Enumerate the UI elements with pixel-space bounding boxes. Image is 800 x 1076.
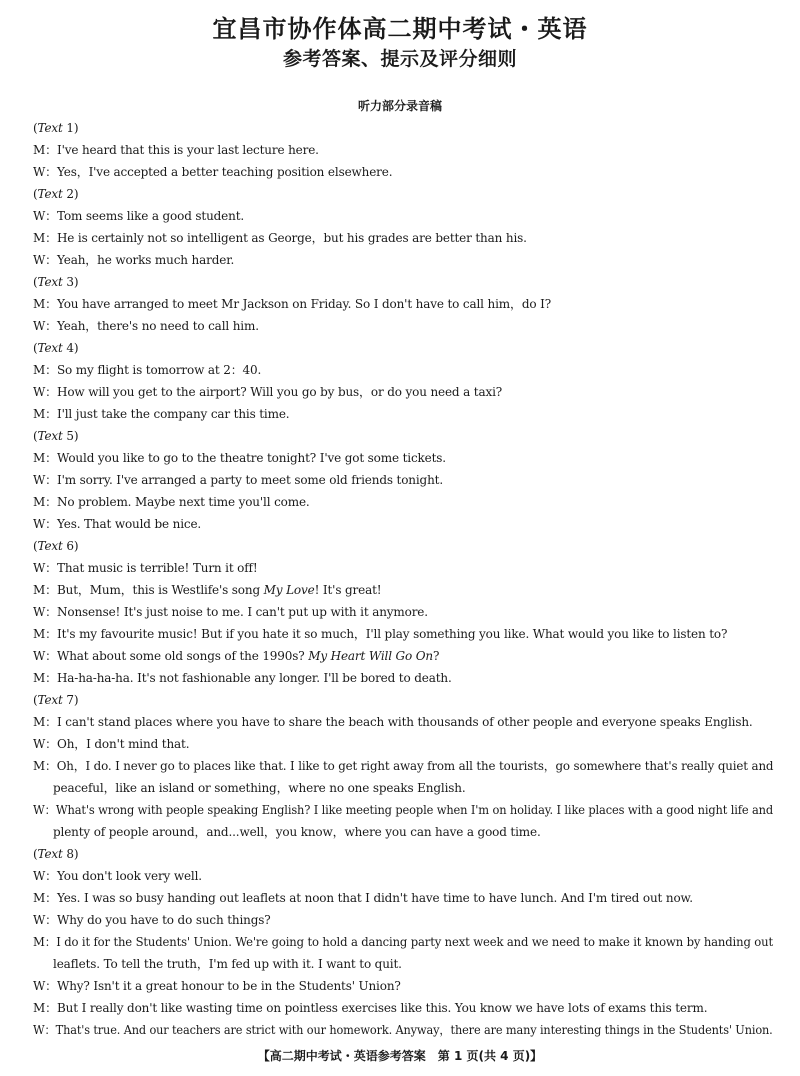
dialogue-line: M：Oh，I do. I never go to places like that. I like to get right away from all the tourists，go somewhere that's really quiet and [33, 759, 774, 773]
dialogue-line: W：That's true. And our teachers are strict with our homework. Anyway，there are many interesting things in the Students' Union. [33, 1023, 773, 1037]
heading-number: 7 [62, 693, 74, 707]
line-text: ? [433, 649, 440, 663]
dialogue-line: M：No problem. Maybe next time you'll come. [33, 495, 310, 509]
heading-number: 5 [62, 429, 74, 443]
heading-number: 6 [62, 539, 74, 553]
dialogue-line: W：Yeah，he works much harder. [33, 253, 235, 267]
heading-label: Text [37, 693, 63, 707]
heading-paren: ) [73, 847, 79, 861]
dialogue-line: M：You have arranged to meet Mr Jackson on Friday. So I don't have to call him，do I? [33, 297, 551, 311]
heading-paren: ( [33, 693, 38, 707]
heading-label: Text [37, 275, 63, 289]
dialogue-line: M：But I really don't like wasting time on pointless exercises like this. You know we have lots of exams this term. [33, 1001, 708, 1015]
text-heading [33, 843, 773, 865]
line-text: ! It's great! [314, 583, 382, 597]
heading-number: 2 [62, 187, 74, 201]
heading-paren: ) [73, 429, 79, 443]
dialogue-line: M：I can't stand places where you have to share the beach with thousands of other people and everyone speaks English. [33, 715, 753, 729]
dialogue-continuation: leaflets. To tell the truth，I'm fed up with it. I want to quit. [53, 957, 402, 971]
heading-paren: ) [73, 693, 79, 707]
text-heading [33, 689, 773, 711]
heading-number: 8 [62, 847, 74, 861]
dialogue-line: M：It's my favourite music! But if you hate it so much，I'll play something you like. What would you like to listen to? [33, 627, 728, 641]
heading-label: Text [37, 341, 63, 355]
text-heading [33, 183, 773, 205]
heading-paren: ( [33, 275, 38, 289]
dialogue-line: W：Why do you have to do such things? [33, 913, 271, 927]
dialogue-line: M：I've heard that this is your last lecture here. [33, 143, 319, 157]
dialogue-line: M：I do it for the Students' Union. We're going to hold a dancing party next week and we need to make it known by handing out [33, 935, 773, 949]
line-text: W：What about some old songs of the 1990s? [33, 649, 309, 663]
heading-paren: ) [73, 341, 79, 355]
text-heading [33, 271, 773, 293]
heading-label: Text [37, 121, 63, 135]
heading-paren: ( [33, 429, 38, 443]
document-title: 宜昌市协作体高二期中考试・英语 [212, 15, 588, 43]
dialogue-continuation: peaceful，like an island or something，where no one speaks English. [53, 781, 466, 795]
heading-paren: ) [73, 275, 79, 289]
heading-label: Text [37, 847, 63, 861]
dialogue-line: W：Yeah，there's no need to call him. [33, 319, 259, 333]
line-text: M：But，Mum，this is Westlife's song [33, 583, 264, 597]
dialogue-line: W：Why? Isn't it a great honour to be in the Students' Union? [33, 979, 401, 993]
dialogue-line: M：So my flight is tomorrow at 2：40. [33, 363, 262, 377]
dialogue-line: M：Ha-ha-ha-ha. It's not fashionable any longer. I'll be bored to death. [33, 671, 452, 685]
dialogue-line: W：Oh，I don't mind that. [33, 737, 190, 751]
heading-paren: ) [73, 187, 79, 201]
heading-paren: ( [33, 539, 38, 553]
dialogue-line: W：Yes，I've accepted a better teaching position elsewhere. [33, 165, 393, 179]
heading-paren: ( [33, 341, 38, 355]
text-heading [33, 535, 773, 557]
heading-number: 1 [62, 121, 74, 135]
dialogue-line: W：What's wrong with people speaking English? I like meeting people when I'm on holiday. I like places with a good night life and [33, 803, 774, 817]
heading-paren: ( [33, 187, 38, 201]
dialogue-line: W：You don't look very well. [33, 869, 202, 883]
dialogue-line: M：I'll just take the company car this time. [33, 407, 290, 421]
dialogue-continuation: plenty of people around，and...well，you know，where you can have a good time. [53, 825, 541, 839]
dialogue-line: M：He is certainly not so intelligent as George，but his grades are better than his. [33, 231, 527, 245]
heading-label: Text [37, 429, 63, 443]
dialogue-line [33, 645, 773, 667]
page-footer: 【高二期中考试・英语参考答案 第 1 页(共 4 页)】 [257, 1049, 543, 1063]
heading-paren: ( [33, 847, 38, 861]
section-title: 听力部分录音稿 [357, 99, 442, 113]
dialogue-line: W：Nonsense! It's just noise to me. I can't put up with it anymore. [33, 605, 428, 619]
song-title: My Heart Will Go On [308, 649, 433, 663]
song-title: My Love [263, 583, 315, 597]
dialogue-line: M：Would you like to go to the theatre tonight? I've got some tickets. [33, 451, 446, 465]
heading-number: 3 [62, 275, 74, 289]
document-subtitle: 参考答案、提示及评分细则 [282, 48, 517, 70]
dialogue-line: W：Tom seems like a good student. [33, 209, 245, 223]
text-heading [33, 337, 773, 359]
text-heading [33, 425, 773, 447]
dialogue-line: W：I'm sorry. I've arranged a party to meet some old friends tonight. [33, 473, 443, 487]
transcript [33, 117, 773, 1041]
dialogue-line: W：How will you get to the airport? Will you go by bus，or do you need a taxi? [33, 385, 503, 399]
dialogue-line: W：Yes. That would be nice. [33, 517, 202, 531]
dialogue-line: M：Yes. I was so busy handing out leaflets at noon that I didn't have time to have lunch. And I'm tired out now. [33, 891, 693, 905]
text-heading [33, 117, 773, 139]
heading-paren: ( [33, 121, 38, 135]
heading-paren: ) [73, 121, 79, 135]
heading-number: 4 [62, 341, 74, 355]
heading-label: Text [37, 187, 63, 201]
heading-paren: ) [73, 539, 79, 553]
dialogue-line: W：That music is terrible! Turn it off! [33, 561, 258, 575]
heading-label: Text [37, 539, 63, 553]
dialogue-line [33, 579, 773, 601]
